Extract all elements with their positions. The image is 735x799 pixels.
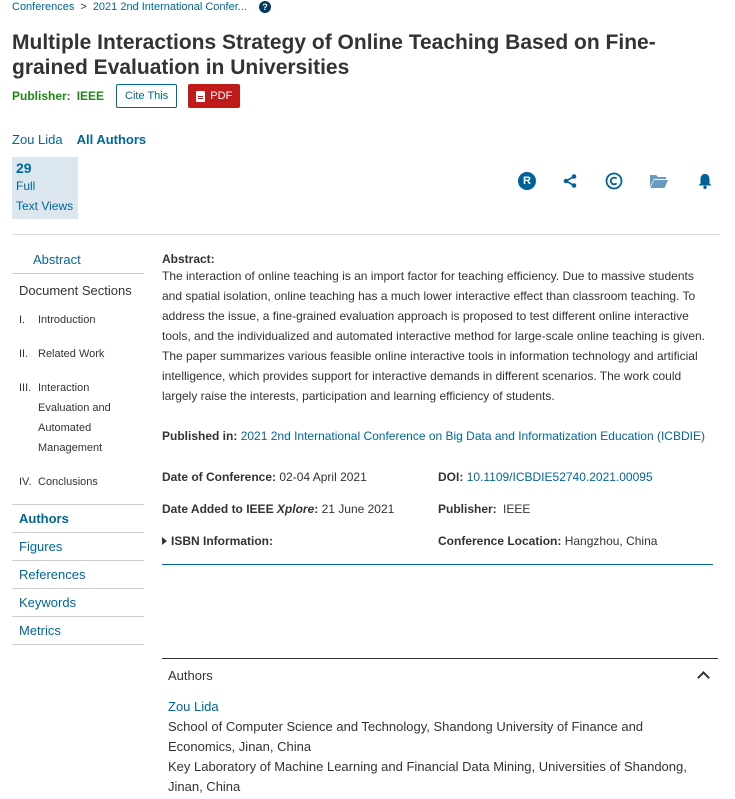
authors-panel-title: Authors — [168, 668, 213, 683]
nav-references[interactable]: References — [12, 561, 144, 589]
section-label: Related Work — [38, 348, 105, 360]
rights-r-icon[interactable]: R — [516, 170, 538, 192]
isbn-information-toggle[interactable] — [162, 534, 273, 548]
publisher-meta-label: Publisher: — [438, 502, 497, 516]
date-added-value: 21 June 2021 — [321, 502, 395, 516]
pdf-button-label: PDF — [210, 90, 233, 102]
author-link[interactable]: Zou Lida — [12, 132, 63, 147]
abstract-text: The interaction of online teaching is an import factor for teaching efficiency. Due to massive students and spatial isolation, online teaching has a much lower interactive effect than classroom teaching. To address the issue, a fine-grained evaluation approach is proposed to test different online interactive tools, and the individualized and automated interactive method for large-scale online teaching is given. The paper summarizes various feasible online interactive tools in information technology and artificial intelligence, which provides support for interactive demands in different scenarios. The work could largely raise the interests, participation and learning efficiency of students. — [162, 269, 705, 403]
author-name-link[interactable]: Zou Lida — [168, 699, 219, 714]
section-label: Conclusions — [38, 476, 98, 488]
nav-keywords[interactable]: Keywords — [12, 589, 144, 617]
bell-icon[interactable] — [694, 170, 716, 192]
abstract-heading: Abstract: — [162, 252, 215, 266]
help-icon[interactable]: ? — [259, 1, 271, 13]
section-number: I. — [19, 314, 26, 326]
isbn-label: ISBN Information: — [171, 534, 273, 548]
cite-this-button[interactable]: Cite This — [116, 84, 177, 108]
left-nav — [12, 246, 144, 645]
nav-section-interaction-evaluation[interactable] — [12, 374, 144, 468]
divider — [12, 234, 720, 235]
authors-panel-header[interactable] — [162, 659, 718, 683]
date-added — [162, 502, 394, 516]
publisher-row — [12, 84, 240, 108]
author-affiliation: Key Laboratory of Machine Learning and Financial Data Mining, Universities of Shandong, Jinan, China — [168, 759, 687, 794]
author-affiliation: School of Computer Science and Technology, Shandong University of Finance and Economics, Jinan, China — [168, 719, 644, 754]
doi — [438, 470, 653, 484]
published-in-label: Published in: — [162, 429, 238, 443]
action-icons — [516, 170, 716, 192]
publisher-meta — [438, 502, 530, 516]
publisher-value: IEEE — [76, 89, 105, 103]
metadata-divider — [162, 564, 713, 565]
views-label-line1: Full — [16, 179, 36, 193]
share-icon[interactable] — [559, 170, 581, 192]
nav-metrics[interactable]: Metrics — [12, 617, 144, 645]
date-of-conference-label: Date of Conference: — [162, 470, 277, 484]
section-number: II. — [19, 348, 29, 360]
chevron-up-icon[interactable] — [697, 671, 710, 684]
breadcrumb-conferences[interactable]: Conferences — [12, 1, 75, 13]
doi-label: DOI: — [438, 470, 464, 484]
breadcrumb-separator: > — [80, 1, 87, 13]
conference-location-value: Hangzhou, China — [564, 534, 658, 548]
date-of-conference — [162, 470, 367, 484]
section-number: IV. — [19, 476, 32, 488]
section-number: III. — [19, 382, 32, 394]
nav-authors[interactable]: Authors — [12, 505, 144, 533]
nav-section-conclusions[interactable] — [12, 468, 144, 504]
folder-icon[interactable] — [648, 170, 670, 192]
conference-location-label: Conference Location: — [438, 534, 562, 548]
views-label-line2: Text Views — [16, 199, 74, 213]
published-in-link[interactable]: 2021 2nd International Conference on Big Data and Informatization Education (ICBDIE) — [240, 429, 705, 443]
main-content — [162, 252, 713, 565]
full-text-views-box[interactable] — [12, 157, 78, 219]
nav-section-introduction[interactable] — [12, 306, 144, 340]
all-authors-link[interactable]: All Authors — [76, 132, 147, 147]
publisher-meta-value: IEEE — [503, 502, 531, 516]
nav-section-related-work[interactable] — [12, 340, 144, 374]
authors-line — [12, 132, 146, 147]
section-label: Introduction — [38, 314, 96, 326]
views-count: 29 — [16, 160, 32, 176]
pdf-button[interactable] — [188, 84, 240, 108]
published-in — [162, 426, 713, 446]
expand-triangle-icon — [162, 537, 167, 545]
page-title: Multiple Interactions Strategy of Online Teaching Based on Fine-grained Evaluation in Universities — [12, 31, 656, 79]
nav-figures[interactable]: Figures — [12, 533, 144, 561]
authors-panel-body — [162, 683, 718, 797]
date-of-conference-value: 02-04 April 2021 — [279, 470, 367, 484]
document-sections-heading: Document Sections — [19, 283, 132, 298]
copyright-icon[interactable] — [603, 170, 625, 192]
date-added-label: Date Added to IEEE Xplore: — [162, 502, 319, 516]
nav-abstract[interactable]: Abstract — [12, 246, 144, 274]
publisher-label: Publisher: — [12, 89, 71, 103]
authors-panel — [162, 658, 718, 797]
conference-location — [438, 534, 657, 548]
pdf-icon — [196, 91, 205, 102]
breadcrumb-conference[interactable]: 2021 2nd International Confer... — [92, 1, 247, 13]
section-label: Interaction Evaluation and Automated Management — [38, 382, 111, 454]
breadcrumb — [12, 1, 271, 13]
metadata-grid — [162, 462, 713, 562]
doi-link[interactable]: 10.1109/ICBDIE52740.2021.00095 — [466, 470, 653, 484]
